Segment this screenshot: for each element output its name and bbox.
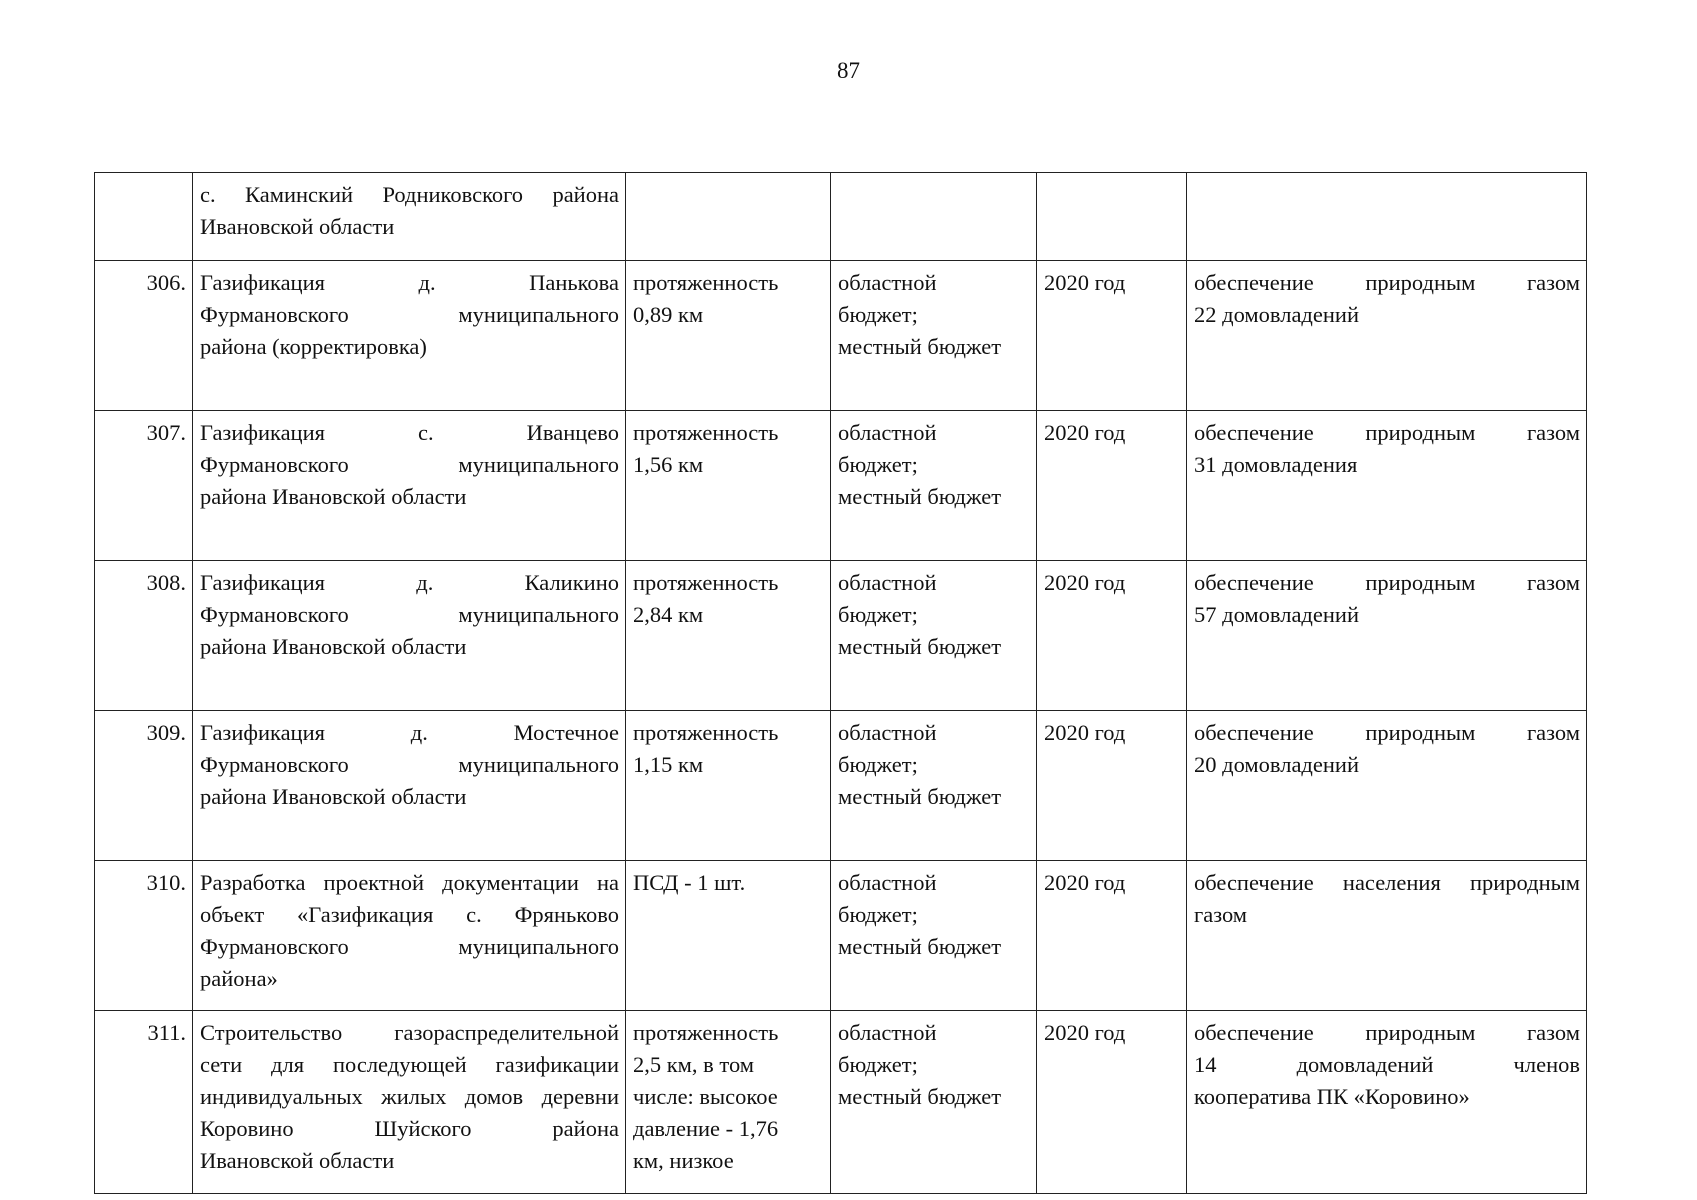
result-cell [1187,711,1587,861]
funding-source-cell-line: бюджет; [838,902,918,927]
capacity-cell-line: протяженность [633,420,779,445]
row-number: 310. [95,861,193,1011]
object-name-cell-line: Газификация с. Иванцево [200,420,619,445]
result-cell-line: кооператива ПК «Коровино» [1194,1084,1470,1109]
capacity-cell-line: протяженность [633,270,779,295]
result-cell-line: обеспечение природным газом [1194,420,1580,445]
funding-source-cell-line: местный бюджет [838,484,1002,509]
row-number: 311. [95,1011,193,1194]
capacity-cell-line: давление - 1,76 [633,1116,779,1141]
funding-source-cell-line: областной [838,570,937,595]
result-cell-line: обеспечение природным газом [1194,570,1580,595]
object-name-cell-line: Разработка проектной документации на [200,870,619,895]
funding-source-cell-line: областной [838,420,937,445]
year-cell: 2020 год [1037,411,1187,561]
capacity-cell-line: протяженность [633,570,779,595]
table-body [95,173,1587,1194]
result-cell-line: 14 домовладений членов [1194,1052,1580,1077]
object-name-cell [193,173,626,261]
object-name-cell-line: Ивановской области [200,1148,395,1173]
row-number: 307. [95,411,193,561]
table-row [95,861,1587,1011]
table-row [95,1011,1587,1194]
year-cell: 2020 год [1037,861,1187,1011]
table-row [95,173,1587,261]
result-cell-line: обеспечение природным газом [1194,270,1580,295]
funding-source-cell [831,711,1037,861]
result-cell-line: обеспечение природным газом [1194,720,1580,745]
funding-source-cell [831,173,1037,261]
capacity-cell [626,861,831,1011]
capacity-cell-line: ПСД - 1 шт. [633,870,746,895]
funding-source-cell-line: местный бюджет [838,1084,1002,1109]
capacity-cell [626,1011,831,1194]
object-name-cell-line: района Ивановской области [200,484,467,509]
funding-source-cell [831,261,1037,411]
result-cell [1187,261,1587,411]
object-name-cell [193,411,626,561]
capacity-cell-line: числе: высокое [633,1084,778,1109]
object-name-cell-line: Фурмановского муниципального [200,302,619,327]
object-name-cell [193,711,626,861]
object-name-cell-line: сети для последующей газификации [200,1052,619,1077]
funding-source-cell [831,411,1037,561]
year-cell: 2020 год [1037,261,1187,411]
result-cell-line: 57 домовладений [1194,602,1359,627]
object-name-cell [193,1011,626,1194]
object-name-cell-line: района Ивановской области [200,634,467,659]
funding-source-cell-line: местный бюджет [838,334,1002,359]
result-cell [1187,861,1587,1011]
result-cell-line: 20 домовладений [1194,752,1359,777]
result-cell [1187,1011,1587,1194]
object-name-cell-line: Фурмановского муниципального [200,934,619,959]
program-table [94,172,1587,1194]
object-name-cell-line: Фурмановского муниципального [200,452,619,477]
object-name-cell-line: индивидуальных жилых домов деревни [200,1084,619,1109]
object-name-cell-line: Фурмановского муниципального [200,602,619,627]
object-name-cell-line: Коровино Шуйского района [200,1116,619,1141]
table-row [95,711,1587,861]
row-number [95,173,193,261]
funding-source-cell-line: бюджет; [838,452,918,477]
funding-source-cell-line: бюджет; [838,752,918,777]
result-cell [1187,411,1587,561]
capacity-cell-line: 0,89 км [633,302,704,327]
result-cell-line: 22 домовладений [1194,302,1359,327]
row-number: 309. [95,711,193,861]
year-cell [1037,173,1187,261]
object-name-cell [193,261,626,411]
funding-source-cell-line: областной [838,270,937,295]
capacity-cell-line: 2,84 км [633,602,704,627]
capacity-cell-line: протяженность [633,1020,779,1045]
object-name-cell [193,861,626,1011]
funding-source-cell-line: бюджет; [838,602,918,627]
funding-source-cell [831,561,1037,711]
capacity-cell-line: 1,15 км [633,752,704,777]
table-row [95,411,1587,561]
table-row [95,261,1587,411]
result-cell [1187,173,1587,261]
year-cell: 2020 год [1037,711,1187,861]
object-name-cell-line: района Ивановской области [200,784,467,809]
result-cell [1187,561,1587,711]
object-name-cell-line: с. Каминский Родниковского района [200,182,619,207]
row-number: 308. [95,561,193,711]
object-name-cell-line: Газификация д. Мостечное [200,720,619,745]
object-name-cell-line: района (корректировка) [200,334,427,359]
result-cell-line: обеспечение населения природным [1194,870,1580,895]
result-cell-line: газом [1194,902,1248,927]
funding-source-cell-line: областной [838,720,937,745]
funding-source-cell-line: местный бюджет [838,784,1002,809]
funding-source-cell-line: областной [838,870,937,895]
capacity-cell-line: протяженность [633,720,779,745]
table-row [95,561,1587,711]
capacity-cell [626,411,831,561]
object-name-cell-line: Газификация д. Панькова [200,270,619,295]
capacity-cell-line: км, низкое [633,1148,734,1173]
capacity-cell-line: 2,5 км, в том [633,1052,755,1077]
year-cell: 2020 год [1037,561,1187,711]
funding-source-cell [831,861,1037,1011]
object-name-cell-line: Газификация д. Каликино [200,570,619,595]
object-name-cell-line: Строительство газораспределительной [200,1020,619,1045]
object-name-cell-line: Фурмановского муниципального [200,752,619,777]
capacity-cell [626,561,831,711]
funding-source-cell-line: местный бюджет [838,634,1002,659]
funding-source-cell-line: бюджет; [838,1052,918,1077]
object-name-cell-line: района» [200,966,278,991]
funding-source-cell-line: бюджет; [838,302,918,327]
funding-source-cell-line: местный бюджет [838,934,1002,959]
object-name-cell-line: Ивановской области [200,214,395,239]
object-name-cell [193,561,626,711]
capacity-cell-line: 1,56 км [633,452,704,477]
result-cell-line: 31 домовладения [1194,452,1358,477]
capacity-cell [626,173,831,261]
object-name-cell-line: объект «Газификация с. Фряньково [200,902,619,927]
result-cell-line: обеспечение природным газом [1194,1020,1580,1045]
page-number: 87 [837,58,860,83]
funding-source-cell [831,1011,1037,1194]
year-cell: 2020 год [1037,1011,1187,1194]
capacity-cell [626,711,831,861]
row-number: 306. [95,261,193,411]
funding-source-cell-line: областной [838,1020,937,1045]
capacity-cell [626,261,831,411]
